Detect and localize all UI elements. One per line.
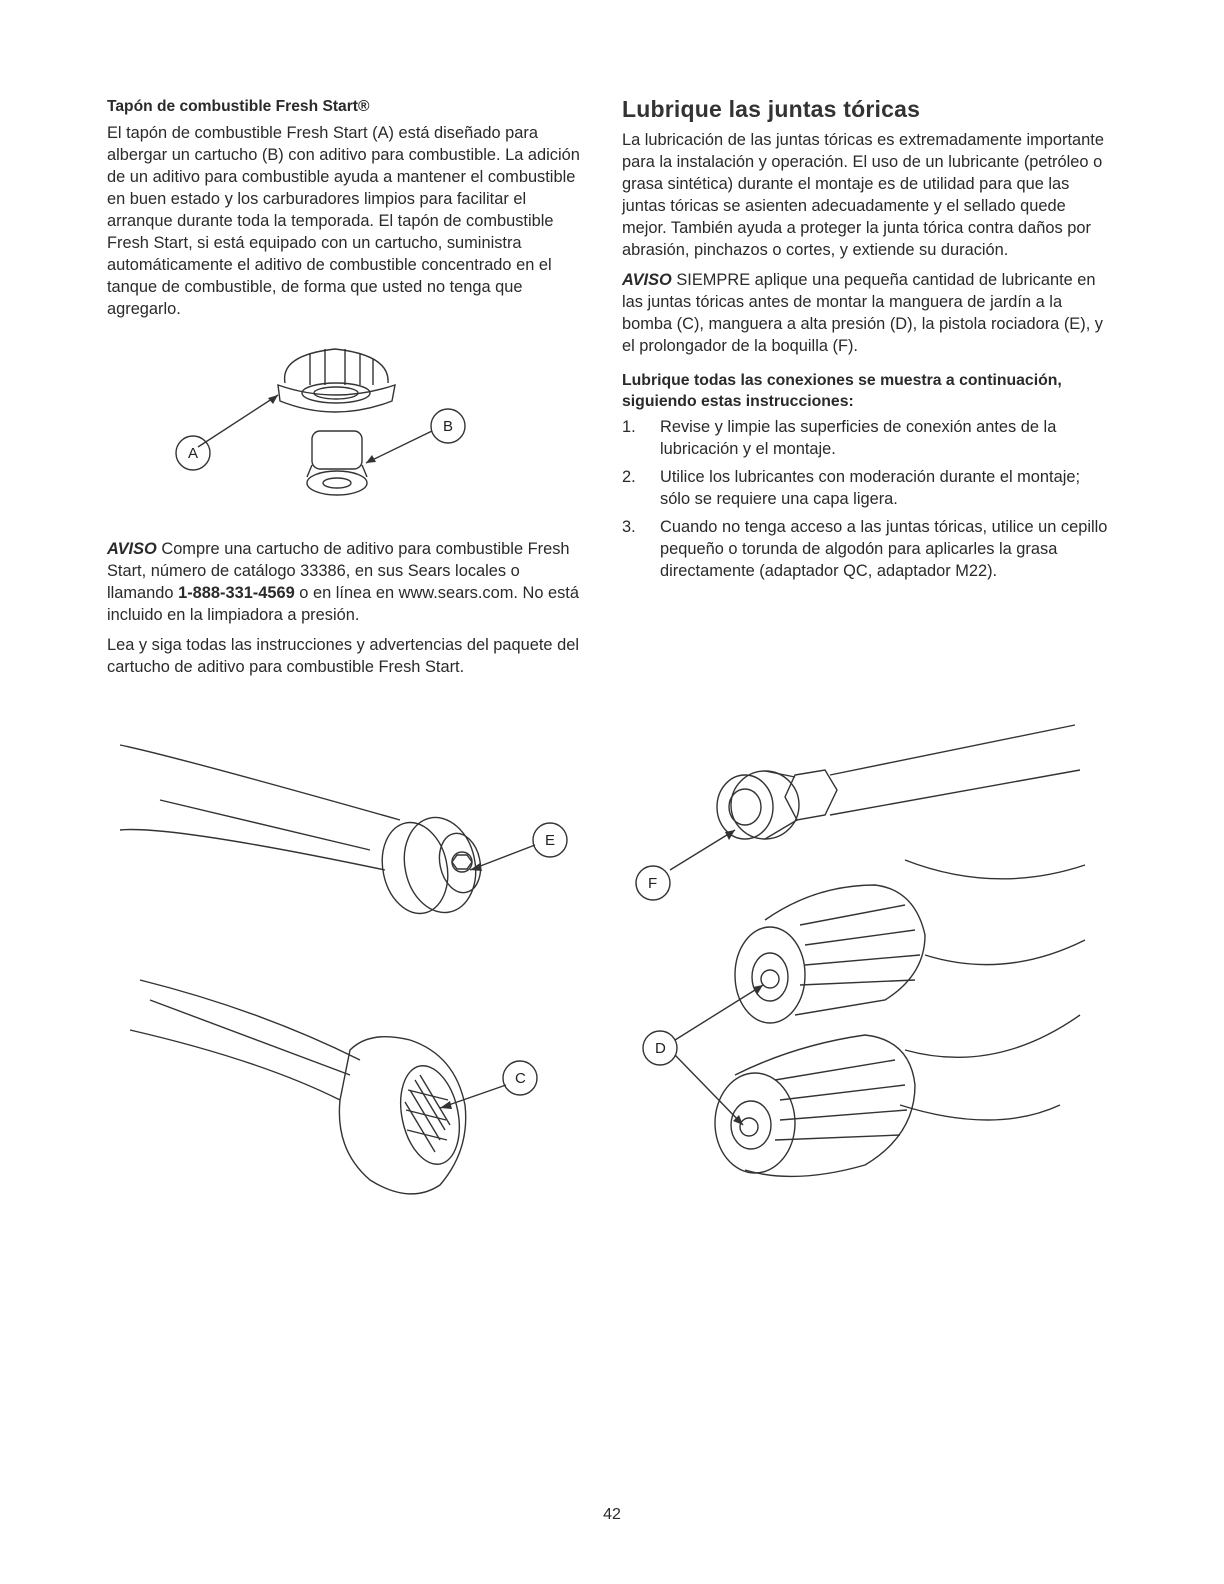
callout-e: E bbox=[545, 832, 556, 849]
right-column bbox=[622, 96, 1112, 588]
high-pressure-hose-icon bbox=[735, 860, 1085, 1023]
step-item: 3. Cuando no tenga acceso a las juntas tóricas, utilice un cepillo pequeño o torunda de algodón para aplicarles la grasa directamente (adaptador QC, adaptador M22). bbox=[622, 518, 1108, 580]
step-item: 2. Utilice los lubricantes con moderación durante el montaje; sólo se requiere una capa ligera. bbox=[622, 468, 1081, 508]
steps-list bbox=[622, 416, 1112, 582]
callout-c: C bbox=[515, 1070, 526, 1087]
section-title: Lubrique las juntas tóricas bbox=[622, 96, 921, 122]
callout-a: A bbox=[188, 445, 199, 462]
high-pressure-hose-2-icon bbox=[715, 1015, 1080, 1176]
nozzle-hose-illustration bbox=[615, 715, 1095, 1215]
leader-f bbox=[670, 830, 735, 870]
callout-d: D bbox=[655, 1040, 666, 1057]
garden-hose-icon bbox=[130, 980, 468, 1194]
fuel-cap-icon bbox=[278, 349, 395, 412]
leader-b bbox=[366, 431, 432, 463]
fuel-cap-description: El tapón de combustible Fresh Start (A) está diseñado para albergar un cartucho (B) con aditivo para combustible. La adición de un aditivo para combustible ayuda a mantener el combustible en buen estado y los carburadores limpios para facilitar el arranque durante toda la temporada. El tapón de combustible Fresh Start, si está equipado con un cartucho, suministra automáticamente el aditivo de combustible concentrado en el tanque de combustible, de forma que usted no tenga que agregarlo. bbox=[107, 124, 580, 318]
lubrication-description: La lubricación de las juntas tóricas es extremadamente importante para la instalación y operación. El uso de un lubricante (petróleo o grasa sintética) durante el montaje es de utilidad para que las juntas tóricas se asienten adecuadamente y el sellado quede mejor. También ayuda a proteger la junta tórica contra daños por abrasión, pinchazos o cortes, y extiende su duración. bbox=[622, 131, 1104, 259]
leader-a bbox=[198, 395, 278, 447]
fuel-cap-notice bbox=[107, 538, 587, 626]
steps-heading: Lubrique todas las conexiones se muestra a continuación, siguiendo estas instrucciones: bbox=[622, 372, 1062, 410]
step-item: 1. Revise y limpie las superficies de conexión antes de la lubricación y el montaje. bbox=[622, 418, 1057, 458]
phone-number: 1-888-331-4569 bbox=[178, 584, 295, 602]
notice-text: SIEMPRE aplique una pequeña cantidad de lubricante en las juntas tóricas antes de montar la manguera de jardín a la bomba (C), manguera a alta presión (D), la pistola rociadora (E), y el prolongador de la boquilla (F). bbox=[622, 271, 1103, 355]
fuel-cap-heading: Tapón de combustible Fresh Start® bbox=[107, 98, 370, 115]
callout-b: B bbox=[443, 418, 454, 435]
nozzle-extension-icon bbox=[717, 725, 1080, 839]
callout-f: F bbox=[648, 875, 658, 892]
notice-label: AVISO bbox=[107, 540, 157, 558]
fuel-cap-illustration bbox=[160, 335, 500, 515]
fuel-cap-instructions: Lea y siga todas las instrucciones y advertencias del paquete del cartucho de aditivo para combustible Fresh Start. bbox=[107, 636, 579, 676]
notice-text-1: Compre una cartucho de aditivo para combustible Fresh Start, número de catálogo 33386, en sus Sears locales o llamando bbox=[107, 540, 570, 602]
notice-text-2: o en línea en www.sears.com. No está incluido en la limpiadora a presión. bbox=[107, 584, 579, 624]
hose-connections-illustration bbox=[110, 730, 580, 1210]
leader-d-lower bbox=[675, 1055, 743, 1125]
fuel-cartridge-icon bbox=[307, 431, 367, 495]
page-number: 42 bbox=[603, 1506, 621, 1523]
lubrication-notice bbox=[622, 269, 1112, 357]
leader-d-upper bbox=[675, 985, 763, 1040]
notice-label: AVISO bbox=[622, 271, 672, 289]
spray-gun-icon bbox=[120, 745, 486, 920]
